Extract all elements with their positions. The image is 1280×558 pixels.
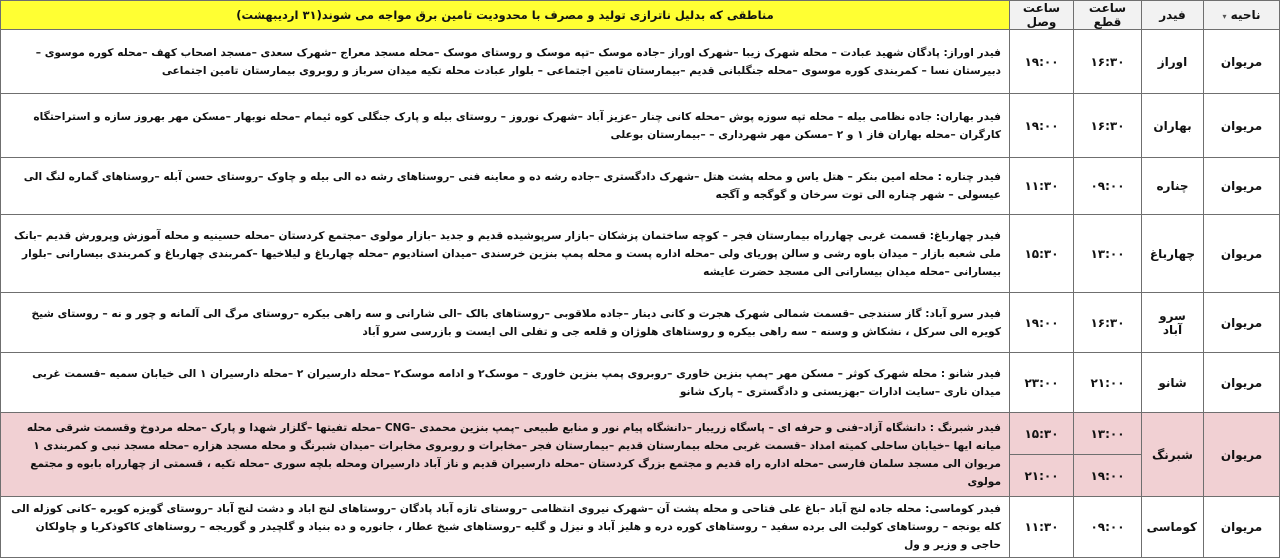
connect-time-cell: ۱۵:۳۰	[1010, 413, 1074, 455]
header-feeder: فیدر	[1142, 1, 1204, 30]
cut-time-cell-2: ۱۹:۰۰	[1074, 455, 1142, 497]
description-cell: فیدر چهارباغ: قسمت غربی چهارراه بیمارستان فجر – کوچه ساختمان پزشکان –بازار سرپوشیده قدیم و جدید –بازار مولوی –مجتمع کردستان –محله حسینیه و محله آموزش وپرورش قدیم –بانک ملی شعبه بازار – میدان باوه رشی و سالن پوریای ولی –محله اداره پست و محله پمپ بنزین خرسندی –میدان استادیوم –محله چهارباغ و لیلاخیها –کمربندی چهارباغ و کمربندی بیسارانی –بلوار بیسارانی –محله میدان بیسارانی الی مسجد حضرت عایشه	[1, 215, 1010, 293]
connect-time-cell: ۱۹:۰۰	[1010, 293, 1074, 353]
region-cell: مریوان	[1204, 353, 1280, 413]
header-region[interactable]: ناحیه ▾	[1204, 1, 1280, 30]
description-cell: فیدر چناره : محله امین بنکر – هتل یاس و محله پشت هتل –شهرک دادگستری –جاده رشه ده و معاینه فنی –روستاهای رشه ده الی بیله و چاوک –روستای حسن آبله –روستاهای گماره لنگ الی عیسولی – شهر چناره الی توت سرخان و گوگجه و آگجه	[1, 158, 1010, 215]
cut-time-cell: ۱۶:۳۰	[1074, 30, 1142, 94]
table-row	[1, 30, 1280, 94]
connect-time-cell-2: ۲۱:۰۰	[1010, 455, 1074, 497]
cut-time-cell: ۱۳:۰۰	[1074, 413, 1142, 455]
connect-time-cell: ۲۳:۰۰	[1010, 353, 1074, 413]
feeder-cell: چهارباغ	[1142, 215, 1204, 293]
feeder-cell: کوماسی	[1142, 497, 1204, 558]
feeder-cell: شانو	[1142, 353, 1204, 413]
region-cell: مریوان	[1204, 158, 1280, 215]
region-cell: مریوان	[1204, 293, 1280, 353]
region-cell: مریوان	[1204, 215, 1280, 293]
header-cut-time: ساعت قطع	[1074, 1, 1142, 30]
feeder-cell: بهاران	[1142, 94, 1204, 158]
connect-time-cell: ۱۱:۳۰	[1010, 158, 1074, 215]
cut-time-cell: ۱۳:۰۰	[1074, 215, 1142, 293]
table-row	[1, 158, 1280, 215]
filter-icon[interactable]: ▾	[1222, 12, 1227, 21]
description-cell: فیدر شانو : محله شهرک کوثر – مسکن مهر –پمپ بنزین خاوری –روبروی پمپ بنزین خاوری – موسک۲ و ادامه موسک۲ –محله دارسیران ۲ –محله دارسیران ۱ الی خیابان سمیه –قسمت غربی میدان ناری –سایت ادارات –بهزیستی و دادگستری – پارک شانو	[1, 353, 1010, 413]
connect-time-cell: ۱۹:۰۰	[1010, 94, 1074, 158]
description-cell: فیدر شبرنگ : دانشگاه آزاد–فنی و حرفه ای – پاسگاه زریبار –دانشگاه پیام نور و منابع طبیعی –پمپ بنزین محمدی –CNG –محله تفیتها –گلزار شهدا و پارک –محله مردوخ وقسمت شرقی محله میانه ایها –خیابان ساحلی کمیته امداد –قسمت غربی محله بیمارستان قدیم –بیمارستان فجر –مخابرات و روبروی مخابرات –میدان شبرنگ و محله مسجد هزاره –محله مسجد نبی و کمربندی ۱ مریوان الی مسجد سلمان فارسی –محله اداره راه قدیم و مجتمع بزرگ کردستان –محله دارسیران قدیم و ناز آباد دارسیران ومحله بلچه سوری –محله تکیه ، قسمتی از چهارراه بابوه و مجتمع مولوی	[1, 413, 1010, 497]
table-row	[1, 94, 1280, 158]
feeder-cell: اوراز	[1142, 30, 1204, 94]
description-cell: فیدر سرو آباد: گاز سنندجی –قسمت شمالی شهرک هجرت و کانی دینار –جاده ملاقوبی –روستاهای بالک –الی شارانی و سه راهی بیکره –روستای مرگ الی آلمانه و چور و نه – روستای شیخ کویره الی سرکل ، نشکاش و وسنه – سه راهی بیکره و روستاهای هلوژان و قلعه جی و تفلی الی ایست و بازرسی سرو آباد	[1, 293, 1010, 353]
table-row	[1, 293, 1280, 353]
cut-time-cell: ۱۶:۳۰	[1074, 293, 1142, 353]
connect-time-cell: ۱۹:۰۰	[1010, 30, 1074, 94]
table-row	[1, 413, 1280, 455]
table-row	[1, 215, 1280, 293]
cut-time-cell: ۲۱:۰۰	[1074, 353, 1142, 413]
description-cell: فیدر کوماسی: محله جاده لنج آباد –باغ علی فتاحی و محله پشت آن –شهرک نیروی انتظامی –روستای تازه آباد پادگان –روستاهای لنج اباد و دشت لنج آباد –روستای گویزه کویره –کانی کوزله الی کله یونجه – روستاهای کولیت الی برده سفید – روستاهای کوره دره و هلیز آباد و نیزل و گلیه –روستاهای شیخ عطار ، جانوره و ده بنیاد و گلچیدر و گوریجه – روستاهای کاکوذکریا و چاولکان حاجی و وزیر و ول	[1, 497, 1010, 558]
region-cell: مریوان	[1204, 30, 1280, 94]
table-row	[1, 497, 1280, 558]
table-row	[1, 353, 1280, 413]
feeder-cell: سرو آباد	[1142, 293, 1204, 353]
header-notice: مناطقی که بدلیل ناترازی تولید و مصرف با محدودیت تامین برق مواجه می شوند(۳۱ اردیبهشت)	[1, 1, 1010, 30]
region-cell: مریوان	[1204, 497, 1280, 558]
cut-time-cell: ۱۶:۳۰	[1074, 94, 1142, 158]
connect-time-cell: ۱۵:۳۰	[1010, 215, 1074, 293]
cut-time-cell: ۰۹:۰۰	[1074, 158, 1142, 215]
table-header-row	[1, 1, 1280, 30]
connect-time-cell: ۱۱:۳۰	[1010, 497, 1074, 558]
region-cell: مریوان	[1204, 94, 1280, 158]
description-cell: فیدر بهاران: جاده نظامی بیله – محله تپه سوزه پوش –محله کانی چنار –عزیز آباد –شهرک نوروز – روستای بیله و پارک جنگلی کوه ئیمام –محله نوبهار –مسکن مهر بهروز سازه و استراحتگاه کارگران –محله بهاران فاز ۱ و ۲ –مسکن مهر شهرداری – –بیمارستان بوعلی	[1, 94, 1010, 158]
feeder-cell: شبرنگ	[1142, 413, 1204, 497]
feeder-cell: چناره	[1142, 158, 1204, 215]
description-cell: فیدر اوراز: پادگان شهید عبادت – محله شهرک زیبا –شهرک اوراز –جاده موسک –تپه موسک و روستای موسک –محله مسجد معراج –شهرک سعدی –مسجد اصحاب کهف –محله کوره موسوی –دبیرستان نسا – کمربندی کوره موسوی –محله جنگلبانی قدیم –بیمارستان تامین اجتماعی – بلوار عبادت محله تکیه میدان سرباز و روبروی بیمارستان تامین اجتماعی	[1, 30, 1010, 94]
cut-time-cell: ۰۹:۰۰	[1074, 497, 1142, 558]
header-connect-time: ساعت وصل	[1010, 1, 1074, 30]
region-cell: مریوان	[1204, 413, 1280, 497]
